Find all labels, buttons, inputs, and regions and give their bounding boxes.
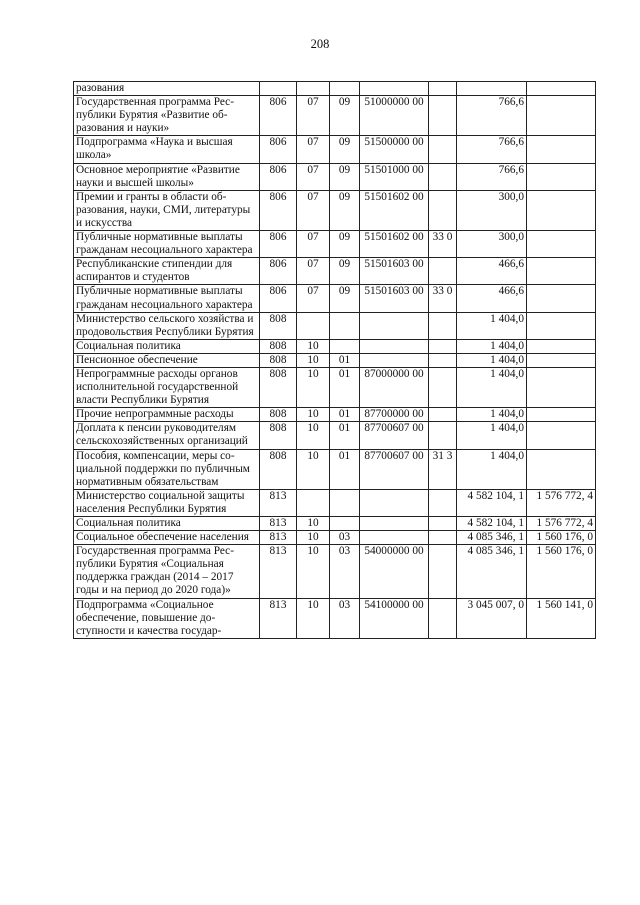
amount-subvention: 1 560 176, 0 [527, 531, 596, 545]
target-article-code: 87700607 00 [360, 449, 429, 489]
section-code: 07 [297, 285, 330, 312]
amount: 1 404,0 [457, 312, 527, 339]
subsection-code: 03 [330, 598, 360, 638]
section-code: 10 [297, 339, 330, 353]
table-row [74, 367, 596, 407]
department-code: 806 [260, 136, 297, 163]
target-article-code: 51500000 00 [360, 136, 429, 163]
amount: 1 404,0 [457, 367, 527, 407]
amount-subvention: 1 560 176, 0 [527, 545, 596, 598]
table-row [74, 190, 596, 230]
page-number: 208 [310, 37, 330, 51]
section-code: 10 [297, 422, 330, 449]
row-name: Пособия, компенсации, меры социальной поддержки по публичным нормативным обязательствам [74, 449, 260, 489]
subsection-code [330, 517, 360, 531]
expense-type-code [429, 312, 457, 339]
amount-subvention [527, 353, 596, 367]
department-code [260, 82, 297, 96]
target-article-code [360, 517, 429, 531]
target-article-code: 51000000 00 [360, 96, 429, 136]
table-row [74, 517, 596, 531]
row-name: Доплата к пенсии руководителям сельскохозяйственных организаций [74, 422, 260, 449]
expense-type-code: 31 3 [429, 449, 457, 489]
expense-type-code [429, 598, 457, 638]
amount: 1 404,0 [457, 422, 527, 449]
amount: 466,6 [457, 285, 527, 312]
amount: 4 085 346, 1 [457, 531, 527, 545]
row-name: Министерство сельского хозяйства и продовольствия Республики Бурятия [74, 312, 260, 339]
row-name: Публичные нормативные выплаты гражданам несоциального характера [74, 285, 260, 312]
department-code: 813 [260, 598, 297, 638]
amount-subvention: 1 576 772, 4 [527, 489, 596, 516]
amount-subvention [527, 231, 596, 258]
department-code: 806 [260, 258, 297, 285]
amount-subvention [527, 82, 596, 96]
subsection-code: 09 [330, 231, 360, 258]
department-code: 806 [260, 285, 297, 312]
table-row [74, 258, 596, 285]
expense-type-code [429, 163, 457, 190]
department-code: 808 [260, 449, 297, 489]
row-name: Социальная политика [74, 339, 260, 353]
amount: 1 404,0 [457, 449, 527, 489]
section-code: 07 [297, 190, 330, 230]
subsection-code: 03 [330, 545, 360, 598]
subsection-code: 01 [330, 422, 360, 449]
amount: 766,6 [457, 96, 527, 136]
target-article-code: 51501603 00 [360, 258, 429, 285]
row-name: Непрограммные расходы органов исполнительной государственной власти Республики Бурятия [74, 367, 260, 407]
section-code: 07 [297, 258, 330, 285]
target-article-code: 87000000 00 [360, 367, 429, 407]
subsection-code: 09 [330, 285, 360, 312]
amount-subvention [527, 96, 596, 136]
section-code: 10 [297, 598, 330, 638]
table-row [74, 285, 596, 312]
amount: 466,6 [457, 258, 527, 285]
row-name: разования [74, 82, 260, 96]
target-article-code [360, 312, 429, 339]
department-code: 813 [260, 545, 297, 598]
subsection-code [330, 339, 360, 353]
table-row [74, 163, 596, 190]
department-code: 813 [260, 517, 297, 531]
target-article-code: 54100000 00 [360, 598, 429, 638]
section-code: 07 [297, 231, 330, 258]
amount: 4 582 104, 1 [457, 517, 527, 531]
subsection-code: 09 [330, 96, 360, 136]
subsection-code: 01 [330, 353, 360, 367]
department-code: 806 [260, 190, 297, 230]
table-row [74, 545, 596, 598]
department-code: 806 [260, 96, 297, 136]
table-row [74, 531, 596, 545]
section-code: 10 [297, 353, 330, 367]
section-code: 10 [297, 449, 330, 489]
amount-subvention [527, 312, 596, 339]
department-code: 808 [260, 353, 297, 367]
amount: 4 085 346, 1 [457, 545, 527, 598]
subsection-code: 01 [330, 408, 360, 422]
expense-type-code [429, 190, 457, 230]
subsection-code: 09 [330, 190, 360, 230]
section-code: 10 [297, 531, 330, 545]
section-code: 10 [297, 367, 330, 407]
subsection-code [330, 82, 360, 96]
amount: 766,6 [457, 136, 527, 163]
section-code: 07 [297, 163, 330, 190]
amount: 3 045 007, 0 [457, 598, 527, 638]
amount-subvention [527, 285, 596, 312]
expense-type-code [429, 531, 457, 545]
section-code [297, 312, 330, 339]
table-row [74, 489, 596, 516]
target-article-code [360, 339, 429, 353]
amount: 4 582 104, 1 [457, 489, 527, 516]
department-code: 808 [260, 339, 297, 353]
amount: 1 404,0 [457, 408, 527, 422]
expense-type-code [429, 96, 457, 136]
row-name: Социальное обеспечение населения [74, 531, 260, 545]
expense-type-code: 33 0 [429, 231, 457, 258]
section-code: 10 [297, 408, 330, 422]
department-code: 808 [260, 312, 297, 339]
row-name: Подпрограмма «Социальное обеспечение, повышение доступности и качества государ- [74, 598, 260, 638]
expense-type-code [429, 422, 457, 449]
table-row [74, 422, 596, 449]
amount: 1 404,0 [457, 353, 527, 367]
department-code: 808 [260, 422, 297, 449]
subsection-code: 09 [330, 136, 360, 163]
amount-subvention [527, 339, 596, 353]
department-code: 808 [260, 408, 297, 422]
amount: 300,0 [457, 231, 527, 258]
target-article-code: 54000000 00 [360, 545, 429, 598]
budget-table [73, 81, 596, 639]
expense-type-code [429, 258, 457, 285]
target-article-code [360, 531, 429, 545]
department-code: 808 [260, 367, 297, 407]
section-code: 10 [297, 517, 330, 531]
row-name: Государственная программа Республики Бурятия «Социальная поддержка граждан (2014 – 2017 годы и на период до 2020 года)» [74, 545, 260, 598]
row-name: Государственная программа Республики Бурятия «Развитие образования и науки» [74, 96, 260, 136]
target-article-code [360, 82, 429, 96]
amount-subvention [527, 258, 596, 285]
amount-subvention [527, 449, 596, 489]
amount [457, 82, 527, 96]
amount-subvention [527, 367, 596, 407]
target-article-code: 87700607 00 [360, 422, 429, 449]
row-name: Премии и гранты в области образования, науки, СМИ, литературы и искусства [74, 190, 260, 230]
row-name: Социальная политика [74, 517, 260, 531]
subsection-code: 01 [330, 449, 360, 489]
section-code: 07 [297, 136, 330, 163]
target-article-code: 51501602 00 [360, 190, 429, 230]
section-code: 10 [297, 545, 330, 598]
row-name: Подпрограмма «Наука и высшая школа» [74, 136, 260, 163]
target-article-code [360, 489, 429, 516]
amount-subvention [527, 136, 596, 163]
department-code: 806 [260, 163, 297, 190]
expense-type-code [429, 136, 457, 163]
table-row [74, 353, 596, 367]
amount: 300,0 [457, 190, 527, 230]
subsection-code: 01 [330, 367, 360, 407]
subsection-code: 03 [330, 531, 360, 545]
amount-subvention [527, 190, 596, 230]
table-row [74, 312, 596, 339]
subsection-code: 09 [330, 163, 360, 190]
amount: 1 404,0 [457, 339, 527, 353]
target-article-code: 51501603 00 [360, 285, 429, 312]
target-article-code: 51501000 00 [360, 163, 429, 190]
row-name: Основное мероприятие «Развитие науки и высшей школы» [74, 163, 260, 190]
row-name: Пенсионное обеспечение [74, 353, 260, 367]
budget-table-body [74, 82, 596, 639]
section-code [297, 489, 330, 516]
expense-type-code [429, 545, 457, 598]
table-row [74, 598, 596, 638]
subsection-code [330, 312, 360, 339]
expense-type-code [429, 517, 457, 531]
row-name: Министерство социальной защиты населения Республики Бурятия [74, 489, 260, 516]
row-name: Республиканские стипендии для аспирантов и студентов [74, 258, 260, 285]
section-code [297, 82, 330, 96]
expense-type-code [429, 339, 457, 353]
expense-type-code [429, 489, 457, 516]
department-code: 813 [260, 531, 297, 545]
amount-subvention [527, 422, 596, 449]
row-name: Прочие непрограммные расходы [74, 408, 260, 422]
subsection-code: 09 [330, 258, 360, 285]
table-row [74, 449, 596, 489]
table-row [74, 96, 596, 136]
section-code: 07 [297, 96, 330, 136]
table-row [74, 82, 596, 96]
table-row [74, 231, 596, 258]
expense-type-code [429, 353, 457, 367]
amount-subvention: 1 560 141, 0 [527, 598, 596, 638]
expense-type-code [429, 82, 457, 96]
expense-type-code: 33 0 [429, 285, 457, 312]
amount-subvention: 1 576 772, 4 [527, 517, 596, 531]
table-row [74, 408, 596, 422]
target-article-code: 87700000 00 [360, 408, 429, 422]
table-row [74, 136, 596, 163]
row-name: Публичные нормативные выплаты гражданам несоциального характера [74, 231, 260, 258]
expense-type-code [429, 408, 457, 422]
target-article-code: 51501602 00 [360, 231, 429, 258]
amount-subvention [527, 163, 596, 190]
target-article-code [360, 353, 429, 367]
department-code: 813 [260, 489, 297, 516]
amount-subvention [527, 408, 596, 422]
department-code: 806 [260, 231, 297, 258]
amount: 766,6 [457, 163, 527, 190]
subsection-code [330, 489, 360, 516]
table-row [74, 339, 596, 353]
expense-type-code [429, 367, 457, 407]
